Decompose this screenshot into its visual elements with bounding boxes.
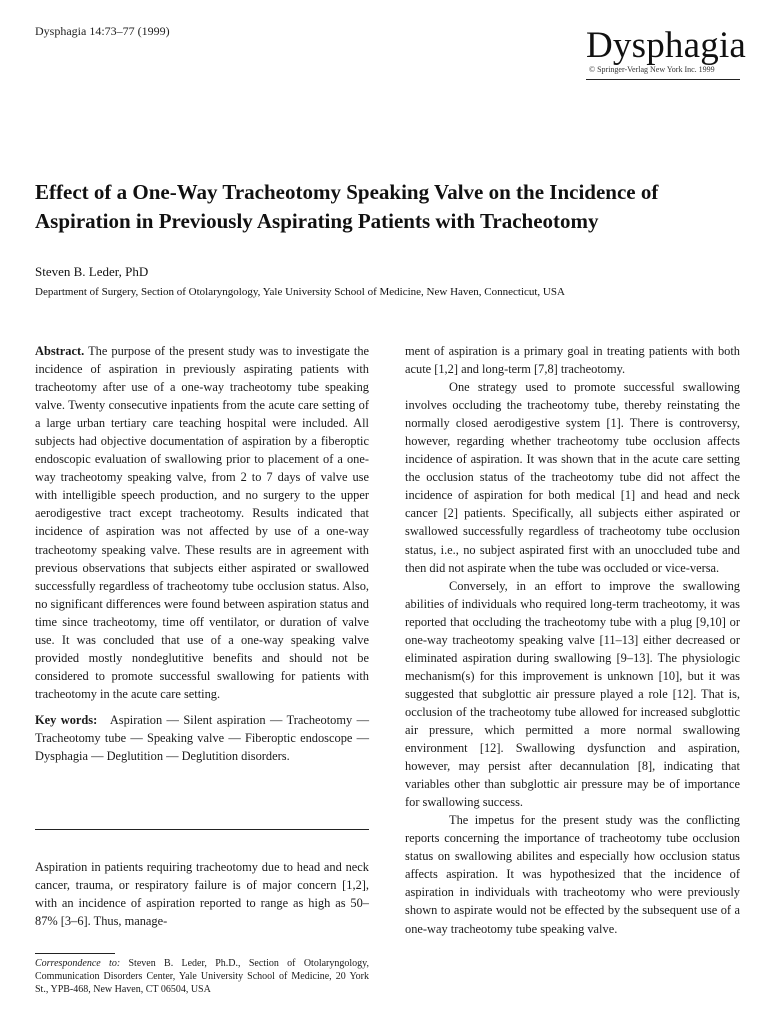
footnote-text: Steven B. Leder, Ph.D., Section of Otolaryngology, Communication Disorders Center, Yale University School of Medicine, 20 York St., YPB-468, New Haven, CT 06504, USA [35,958,369,995]
author-affiliation: Department of Surgery, Section of Otolaryngology, Yale University School of Medicine, New Haven, Connecticut, USA [35,286,565,298]
abstract [35,342,369,703]
abstract-divider [35,829,369,830]
left-column [35,342,369,765]
body-paragraph-1: One strategy used to promote successful swallowing involves occluding the tracheotomy tube, thereby reinstating the normally closed aerodigestive system [1]. There is controversy, however, regarding whether tracheotomy tube occlusion affects incidence of aspiration. It was shown that in the acute care setting the occlusion status of the tracheotomy tube did not affect the incidence of aspiration for both medical [1] and head and neck cancer [2] patients. Specifically, all subjects either aspirated or swallowed successfully regardless of tracheotomy tube occlusion status, i.e., no subject aspirated first with an unoccluded tube and then did not aspirate when the tube was occluded or vice-versa. [405,380,740,575]
intro-paragraph: Aspiration in patients requiring tracheotomy due to head and neck cancer, trauma, or respiratory failure is of major concern [1,2], with an incidence of aspiration reported to range as high as 50–87% [3–6]. Thus, manage- [35,860,369,929]
author-name: Steven B. Leder, PhD [35,264,149,279]
keywords [35,711,369,765]
continuation-paragraph: ment of aspiration is a primary goal in treating patients with both acute [1,2] and long-term [7,8] tracheotomy. [405,344,740,377]
body-paragraph-2: Conversely, in an effort to improve the swallowing abilities of individuals who required long-term tracheotomy, it was reported that occluding the tracheotomy tube with a plug [9,10] or one-way tracheotomy speaking valve [11–13] either decreased or eliminated aspiration during swallowing [9–13]. The physiologic mechanism(s) for this improvement is unknown [10], but it was suggested that subglottic air pressure played a role [12]. That is, occlusion of the tracheotomy tube allowed for increased subglottic air pressure, which permitted a more normal swallowing environment [12]. Swallowing dysfunction and aspiration, however, may persist after decannulation [8], indicating that variables other than subglottic air pressure may be of importance for swallowing success. [405,578,740,810]
journal-citation: Dysphagia 14:73–77 (1999) [35,24,170,38]
journal-masthead [586,25,747,80]
abstract-text: The purpose of the present study was to investigate the incidence of aspiration in previously aspirating patients with tracheotomy after use of a one-way tracheotomy tube speaking valve. Twenty consecutive inpatients from the acute care setting of a large urban tertiary care teaching hospital were included. All subjects had objective documentation of aspiration by a fiberoptic endoscopic evaluation of swallowing prior to placement of a one-way tracheotomy speaking valve, from 2 to 7 days of valve use with intelligible speech production, and no surgery to the upper aerodigestive tract except tracheotomy. Results indicated that incidence of aspiration was not affected by use of a one-way tracheotomy speaking valve. These results are in agreement with previous observations that subjects either aspirated or swallowed successfully regardless of tracheotomy tube occlusion status. Also, no significant differences were found between aspiration status and time since tracheotomy, time off ventilator, or duration of valve use. It was concluded that use of a one-way speaking valve provided mostly nondeglutitive benefits and should not be considered to promote successful swallowing for patients with tracheotomy in the acute care setting. [35,344,370,701]
footnote-label: Correspondence to: [35,958,121,969]
keywords-label: Key words: [35,712,98,727]
article-title: Effect of a One-Way Tracheotomy Speaking Valve on the Incidence of Aspiration in Previously Aspirating Patients with Tracheotomy [35,180,659,233]
body-paragraph-3: The impetus for the present study was the conflicting reports concerning the importance of tracheotomy tube occlusion status on swallowing abilites and especially how occlusion status affects aspiration. It was hypothesized that the incidence of aspiration in individuals with tracheotomy who were previously shown to aspirate would not be effected by the subsequent use of a one-way tracheotomy tube speaking valve. [405,813,740,936]
journal-name: Dysphagia [586,25,747,66]
keywords-text: Aspiration — Silent aspiration — Tracheotomy — Tracheotomy tube — Speaking valve — Fiberoptic endoscope — Dysphagia — Deglutition — Deglutition disorders. [35,712,369,764]
footnote-divider [35,953,115,954]
right-column [405,342,740,938]
correspondence-footnote [35,957,369,996]
copyright-line: © Springer-Verlag New York Inc. 1999 [589,65,715,74]
abstract-label: Abstract. [35,344,85,358]
